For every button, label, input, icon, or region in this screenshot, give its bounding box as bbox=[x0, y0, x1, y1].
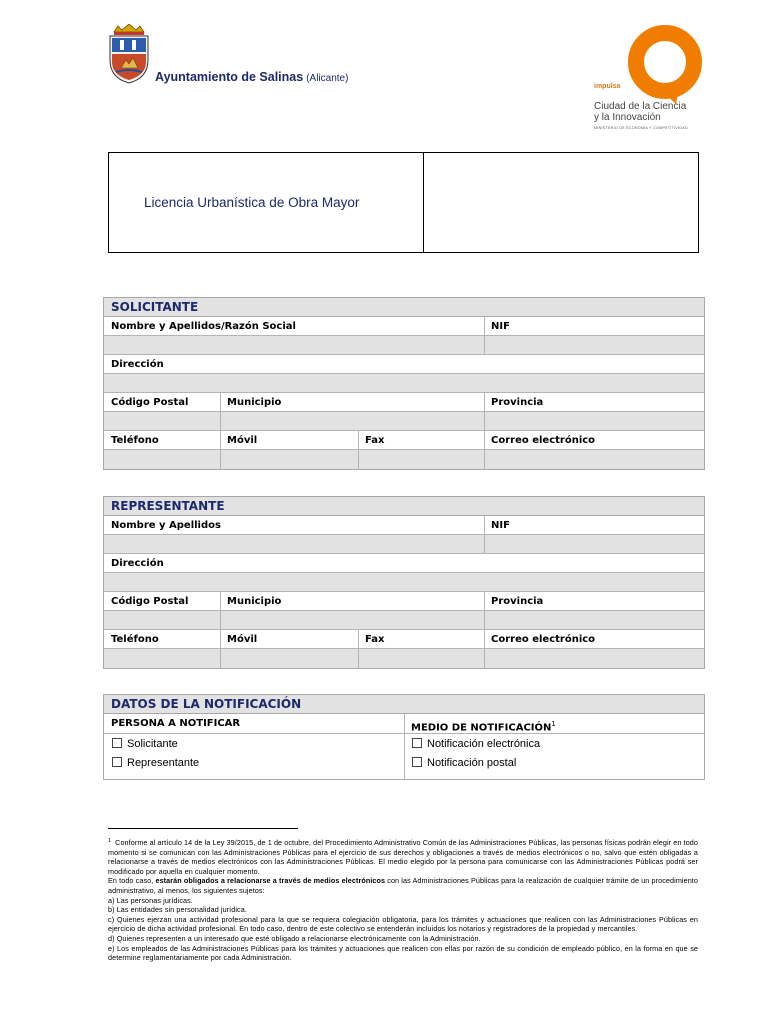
option-solicitante[interactable] bbox=[112, 738, 178, 750]
partner-name bbox=[594, 101, 686, 123]
representante-mobile-label: Móvil bbox=[227, 634, 258, 645]
option-representante[interactable] bbox=[112, 757, 199, 769]
option-label: Solicitante bbox=[127, 738, 178, 750]
footnote-item-e: e) Los empleados de las Administraciones Públicas para los trámites y actuaciones que realicen con ellas por razón de su condición de empleado público, en la forma en que se determine reglamentariamente por cada Administración. bbox=[108, 943, 698, 963]
solicitante-fax-field[interactable] bbox=[359, 450, 484, 469]
footnote-rule bbox=[108, 828, 298, 829]
solicitante-phone-field[interactable] bbox=[104, 450, 220, 469]
representante-province-label: Provincia bbox=[491, 596, 544, 607]
checkbox-solicitante[interactable] bbox=[112, 738, 122, 748]
partner-small-text: MINISTERIO DE ECONOMÍA Y COMPETITIVIDAD bbox=[594, 126, 688, 130]
solicitante-mobile-field[interactable] bbox=[221, 450, 358, 469]
footnote-item-c: c) Quienes ejerzan una actividad profesional para la que se requiera colegiación obligatoria, para los trámites y actuaciones que realicen con las Administraciones Públicas en ejercicio de dicha actividad profesional. En todo caso, dentro de este colectivo se entenderán incluidos los notarios y registradores de la propiedad y mercantiles. bbox=[108, 914, 698, 934]
representante-address-label: Dirección bbox=[111, 558, 164, 569]
representante-email-label: Correo electrónico bbox=[491, 634, 596, 645]
solicitante-postal-field[interactable] bbox=[104, 412, 220, 430]
solicitante-address-label: Dirección bbox=[111, 359, 164, 370]
solicitante-name-field[interactable] bbox=[104, 336, 484, 354]
solicitante-email-label: Correo electrónico bbox=[491, 435, 596, 446]
representante-phone-label: Teléfono bbox=[111, 634, 159, 645]
footnote-ref: 1 bbox=[551, 720, 556, 728]
representante-province-field[interactable] bbox=[485, 611, 705, 629]
solicitante-name-label: Nombre y Apellidos/Razón Social bbox=[111, 321, 296, 332]
solicitante-province-label: Provincia bbox=[491, 397, 544, 408]
solicitante-phone-label: Teléfono bbox=[111, 435, 159, 446]
solicitante-address-inputs bbox=[104, 374, 704, 393]
title-box-divider bbox=[423, 153, 424, 252]
representante-section bbox=[103, 496, 705, 669]
solicitante-municipality-label: Municipio bbox=[227, 397, 282, 408]
person-to-notify-label: PERSONA A NOTIFICAR bbox=[111, 718, 241, 729]
municipal-crest-logo bbox=[108, 24, 150, 84]
representante-contact-labels bbox=[104, 630, 704, 649]
representante-location-inputs bbox=[104, 611, 704, 630]
representante-heading: REPRESENTANTE bbox=[104, 497, 704, 516]
solicitante-postal-label: Código Postal bbox=[111, 397, 189, 408]
representante-name-inputs bbox=[104, 535, 704, 554]
footnote-bold-text: estarán obligados a relacionarse a través de medios electrónicos bbox=[155, 876, 386, 886]
partner-name-line2: y la Innovación bbox=[594, 112, 661, 123]
solicitante-nif-field[interactable] bbox=[485, 336, 705, 354]
footnote-item-a: a) Las personas jurídicas. bbox=[108, 895, 193, 905]
solicitante-mobile-label: Móvil bbox=[227, 435, 258, 446]
impulsa-wordmark: impulsa bbox=[594, 83, 621, 90]
org-region: (Alicante) bbox=[306, 73, 349, 84]
representante-phone-field[interactable] bbox=[104, 649, 220, 668]
option-notificacion-postal[interactable] bbox=[412, 757, 516, 769]
notificacion-section bbox=[103, 694, 705, 780]
solicitante-nif-label: NIF bbox=[491, 321, 510, 332]
org-name: Ayuntamiento de Salinas (Alicante) bbox=[155, 70, 349, 84]
representante-address-field[interactable] bbox=[104, 573, 704, 591]
representante-name-field[interactable] bbox=[104, 535, 484, 553]
representante-fax-field[interactable] bbox=[359, 649, 484, 668]
checkbox-postal[interactable] bbox=[412, 757, 422, 767]
representante-postal-field[interactable] bbox=[104, 611, 220, 629]
solicitante-municipality-field[interactable] bbox=[221, 412, 484, 430]
solicitante-section bbox=[103, 297, 705, 470]
solicitante-contact-inputs bbox=[104, 450, 704, 469]
footnote-paragraph-2 bbox=[108, 876, 698, 895]
representante-municipality-label: Municipio bbox=[227, 596, 282, 607]
option-label: Notificación electrónica bbox=[427, 738, 541, 750]
form-title: Licencia Urbanística de Obra Mayor bbox=[144, 195, 360, 210]
solicitante-address-field[interactable] bbox=[104, 374, 704, 392]
representante-address-labels bbox=[104, 554, 704, 573]
notification-medium-label: MEDIO DE NOTIFICACIÓN$^1$ bbox=[411, 720, 556, 734]
footnote-item-b: b) Las entidades sin personalidad jurídica. bbox=[108, 905, 247, 915]
solicitante-heading: SOLICITANTE bbox=[104, 298, 704, 317]
divider bbox=[404, 734, 405, 779]
representante-mobile-field[interactable] bbox=[221, 649, 358, 668]
notificacion-options bbox=[104, 734, 704, 779]
representante-nif-label: NIF bbox=[491, 520, 510, 531]
solicitante-province-field[interactable] bbox=[485, 412, 705, 430]
representante-email-field[interactable] bbox=[485, 649, 705, 668]
checkbox-representante[interactable] bbox=[112, 757, 122, 767]
footnote-number: 1 bbox=[108, 838, 112, 844]
notificacion-heading: DATOS DE LA NOTIFICACIÓN bbox=[104, 695, 704, 714]
solicitante-address-labels bbox=[104, 355, 704, 374]
footnote bbox=[108, 837, 698, 963]
representante-municipality-field[interactable] bbox=[221, 611, 484, 629]
representante-fax-label: Fax bbox=[365, 634, 385, 645]
representante-address-inputs bbox=[104, 573, 704, 592]
option-label: Representante bbox=[127, 757, 200, 769]
solicitante-name-labels bbox=[104, 317, 704, 336]
representante-postal-label: Código Postal bbox=[111, 596, 189, 607]
option-label: Notificación postal bbox=[427, 757, 517, 769]
representante-location-labels bbox=[104, 592, 704, 611]
footnote-text: con las Administraciones Públicas para la realización de cualquier trámite de un procedimiento administrativo, al menos, los siguientes sujetos: bbox=[108, 876, 698, 895]
representante-name-label: Nombre y Apellidos bbox=[111, 520, 221, 531]
solicitante-name-inputs bbox=[104, 336, 704, 355]
solicitante-location-labels bbox=[104, 393, 704, 412]
solicitante-email-field[interactable] bbox=[485, 450, 705, 469]
representante-name-labels bbox=[104, 516, 704, 535]
solicitante-location-inputs bbox=[104, 412, 704, 431]
checkbox-electronica[interactable] bbox=[412, 738, 422, 748]
footnote-text: Conforme al artículo 14 de la Ley 39/2015, de 1 de octubre, del Procedimiento Administrativo Común de las Administraciones Públicas, las personas físicas podrán elegir en todo momento si se comunican con las Administraciones Públicas para el ejercicio de sus derechos y obligaciones a través de medios electrónicos o no, salvo que estén obligadas a relacionarse a través de medios electrónicos con las Administraciones Públicas. El medio elegido por la persona para comunicarse con las Administraciones Públicas podrá ser modificado por aquella en cualquier momento. bbox=[108, 838, 698, 876]
option-notificacion-electronica[interactable] bbox=[412, 738, 540, 750]
notificacion-column-headers bbox=[104, 714, 704, 734]
partner-name-line1: Ciudad de la Ciencia bbox=[594, 101, 687, 112]
solicitante-fax-label: Fax bbox=[365, 435, 385, 446]
representante-contact-inputs bbox=[104, 649, 704, 668]
footnote-paragraph-1 bbox=[108, 837, 698, 876]
footnote-text: En todo caso, bbox=[108, 876, 156, 886]
title-box bbox=[108, 152, 699, 253]
representante-nif-field[interactable] bbox=[485, 535, 705, 553]
solicitante-contact-labels bbox=[104, 431, 704, 450]
footnote-item-d: d) Quienes representen a un interesado que esté obligado a relacionarse electrónicamente con la Administración. bbox=[108, 933, 481, 943]
